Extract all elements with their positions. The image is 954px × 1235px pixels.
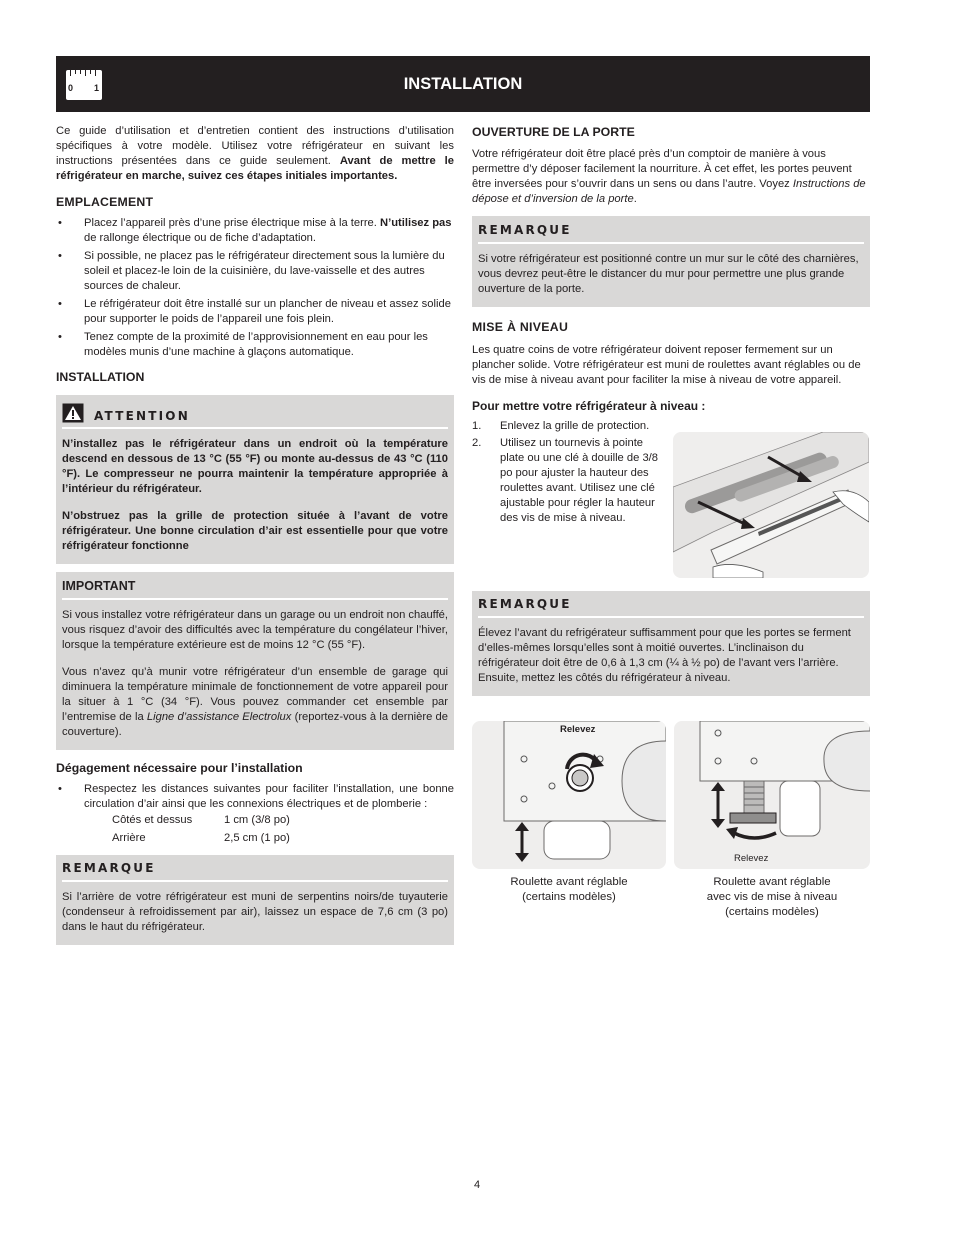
important-badge: IMPORTANT	[62, 578, 136, 593]
remarque-badge: REMARQUE	[478, 597, 572, 611]
attention-box	[56, 395, 454, 564]
remarque-text: Si l’arrière de votre réfrigérateur est muni de serpentins noirs/de tuyauterie (condenseur à refroidissement par air), laissez un espace de 7,6 cm (3 po) dans le haut du réfrigérateur.	[62, 891, 448, 934]
attention-paragraph-1: N’installez pas le réfrigérateur dans un endroit où la température descend en dessous de 13 °C (55 °F) ou monte au-dessus de 43 °C (110 °F). Le compresseur ne pourra maintenir la température appropriée à l’intérieur du réfrigérateur.	[62, 437, 448, 495]
important-body	[62, 608, 448, 740]
important-paragraph-2: Vous n’avez qu’à munir votre réfrigérateur d’un ensemble de garage qui diminuera la température minimale de fonctionnement de votre appareil pour la situer à 1 °C (34 °F). Vous pouvez commander cet ensemble par l’entremise de la Ligne d’assistance Electrolux (reportez-vous à la dernière de couverture).	[62, 665, 448, 738]
page-number: 4	[473, 1179, 481, 1191]
table-row: Côtés et dessus 1 cm (3/8 po)	[112, 814, 290, 827]
remarque-box-door	[472, 216, 870, 307]
roller-left-svg	[472, 721, 666, 869]
list-item: • Tenez compte de la proximité de l’approvisionnement en eau pour les modèles munis d’une machine à glaçons automatique.	[56, 330, 454, 360]
attention-header	[62, 403, 448, 425]
list-item: 2. Utilisez un tournevis à pointe plate ou une clé à douille de 3/8 po pour ajuster la hauteur des roulettes avant. Utilisez une clé ajustable pour régler la hauteur des vis de mise à niveau.	[472, 437, 658, 525]
section-header	[56, 56, 870, 112]
intro-bold-text: Avant de mettre le réfrigérateur en marche, suivez ces étapes initiales importantes.	[56, 155, 455, 182]
remarque-box-left	[56, 855, 454, 945]
caption-left: Roulette avant réglable (certains modèles)	[510, 876, 628, 904]
clearance-table	[112, 813, 290, 849]
intro-paragraph	[56, 124, 454, 184]
door-paragraph: Votre réfrigérateur doit être placé près d’un comptoir de manière à vous permettre d’y déposer facilement la nourriture. À cet effet, les portes peuvent être inversées pour s’ouvrir dans un sens ou dans l’autre. Voyez Instructions de dépose et d’inversion de la porte.	[472, 148, 866, 206]
attention-paragraph-2: N’obstruez pas la grille de protection située à l’avant de votre réfrigérateur. Une bonne circulation d’air est essentielle pour que votre réfrigérateur fonctionne	[62, 509, 448, 552]
ruler-label-start: 0	[68, 83, 74, 93]
attention-body	[62, 437, 448, 554]
roller-illustration-left	[472, 721, 666, 869]
ruler-label-end: 1	[94, 83, 100, 93]
remarque-text: Si votre réfrigérateur est positionné contre un mur sur le côté des charnières, vous devrez peut-être le distancer du mur pour permettre une plus grande ouverture de la porte.	[478, 253, 859, 296]
roller-right-svg	[674, 721, 870, 869]
list-item: • Placez l’appareil près d’une prise électrique mise à la terre. N’utilisez pas de rallonge électrique ou de fiche d’adaptation.	[56, 216, 454, 246]
remarque-badge: REMARQUE	[62, 861, 156, 876]
remarque-badge: REMARQUE	[478, 223, 572, 238]
grille-illustration-svg	[673, 432, 869, 578]
caption-right: Roulette avant réglable avec vis de mise à niveau (certains modèles)	[706, 876, 838, 919]
left-column	[56, 124, 454, 945]
important-paragraph-1: Si vous installez votre réfrigérateur dans un garage ou un endroit non chauffé, vous risquez d’avoir des difficultés avec la température du congélateur l’hiver, lorsque la température extérieure est de moins 12 °C (55 °F).	[62, 608, 449, 651]
level-paragraph: Les quatre coins de votre réfrigérateur doivent reposer fermement sur un plancher solide. Votre réfrigérateur est muni de roulettes avant réglables ou de vis de mise à niveau avant pour faciliter la mise à niveau de votre appareil.	[472, 343, 861, 386]
installation-heading: INSTALLATION	[56, 370, 145, 385]
roller-illustration-right	[674, 721, 870, 869]
grille-removal-illustration	[673, 432, 869, 578]
relevez-label-left: Relevez	[560, 724, 596, 735]
list-item: 1. Enlevez la grille de protection.	[472, 420, 650, 433]
list-item: • Si possible, ne placez pas le réfrigérateur directement sous la lumière du soleil et placez-le loin de la cuisinière, du lave-vaisselle et des autres sources de chaleur.	[56, 249, 454, 294]
level-subheading: Pour mettre votre réfrigérateur à niveau :	[472, 398, 706, 413]
intro-text: Ce guide d’utilisation et d’entretien contient des instructions d’utilisation spécifiques à votre modèle. Utilisez votre réfrigérateur en suivant les instructions présentées dans ce guide seulement.	[56, 125, 454, 167]
list-item: • Le réfrigérateur doit être installé sur un plancher de niveau et assez solide pour supporter le poids de l’appareil une fois plein.	[56, 297, 454, 327]
emplacement-list	[56, 216, 454, 360]
clearance-list	[56, 782, 454, 812]
level-heading: MISE À NIVEAU	[472, 320, 569, 335]
warning-icon	[62, 403, 84, 423]
emplacement-heading: EMPLACEMENT	[56, 195, 154, 209]
level-steps	[472, 419, 668, 526]
remarque-box-level	[472, 591, 870, 696]
important-box	[56, 572, 454, 750]
clearance-heading: Dégagement nécessaire pour l’installation	[56, 760, 303, 775]
relevez-label-right: Relevez	[734, 853, 769, 864]
attention-badge: ATTENTION	[94, 408, 190, 423]
table-row: Arrière 2,5 cm (1 po)	[112, 832, 290, 845]
door-heading: OUVERTURE DE LA PORTE	[472, 125, 635, 139]
list-item: • Respectez les distances suivantes pour faciliter l’installation, une bonne circulation d’air ainsi que les connexions électriques et de plomberie :	[56, 782, 454, 812]
remarque-text: Élevez l’avant du refrigérateur suffisamment pour que les portes se ferment d’elles-mêmes lorsqu’elles sont à moitié ouvertes. L’inclinaison du réfrigérateur doit être de 0,6 à 1,3 cm (¼ à ½ po) de l’avant vers l’arrière. Ensuite, mettez les côtés du réfrigérateur à niveau.	[478, 627, 851, 684]
page-title: INSTALLATION	[403, 75, 523, 93]
